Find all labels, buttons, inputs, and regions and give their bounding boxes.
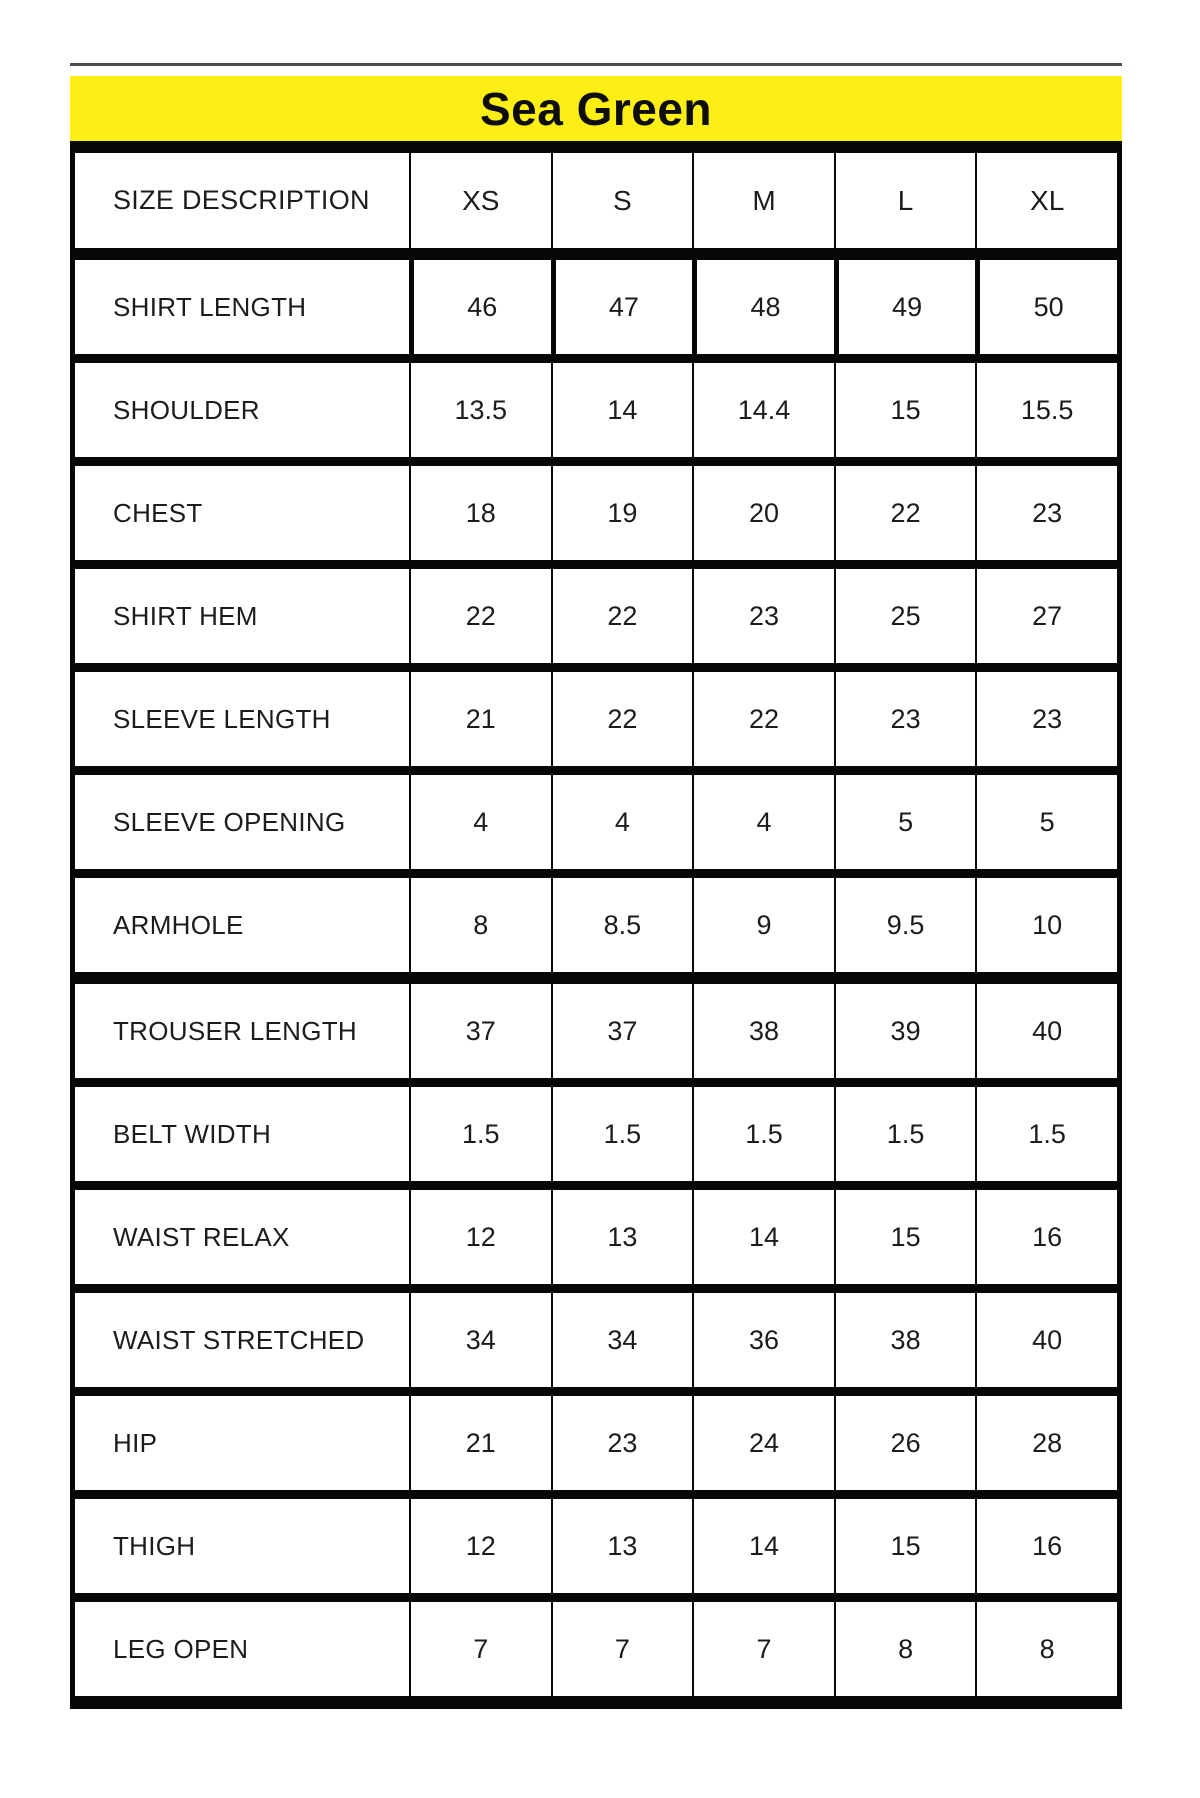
size-value-cell: 40	[975, 984, 1117, 1078]
measurement-label: SHOULDER	[113, 394, 260, 425]
size-value-cell: 13	[551, 1190, 693, 1284]
row-divider	[75, 1490, 1117, 1499]
measurement-label: SLEEVE OPENING	[113, 806, 346, 837]
table-row-shirt-hem	[75, 569, 1117, 663]
column-header-m: M	[692, 153, 834, 248]
row-divider	[75, 457, 1117, 466]
size-value-cell: 18	[409, 466, 551, 560]
table-row-armhole	[75, 878, 1117, 972]
size-value-cell: 16	[975, 1499, 1117, 1593]
size-value-cell: 5	[975, 775, 1117, 869]
size-value-cell: 15	[834, 1499, 976, 1593]
size-value-cell: 34	[551, 1293, 693, 1387]
size-value-cell: 34	[409, 1293, 551, 1387]
size-value-cell: 26	[834, 1396, 976, 1490]
size-value-cell: 7	[551, 1602, 693, 1696]
size-value-cell: 22	[409, 569, 551, 663]
page-title: Sea Green	[479, 82, 713, 135]
measurement-label: BELT WIDTH	[113, 1118, 272, 1149]
size-value-cell: 40	[975, 1293, 1117, 1387]
size-chart	[70, 63, 1122, 1709]
size-value-cell: 23	[551, 1396, 693, 1490]
row-divider	[75, 560, 1117, 569]
size-value-cell: 14	[551, 363, 693, 457]
measurement-label: WAIST RELAX	[113, 1221, 290, 1252]
size-value-cell: 12	[409, 1499, 551, 1593]
size-value-cell: 4	[409, 775, 551, 869]
row-divider	[75, 1078, 1117, 1087]
row-divider	[75, 869, 1117, 878]
size-value-cell: 36	[692, 1293, 834, 1387]
table-header-row	[75, 153, 1117, 248]
table-row-trouser-length	[75, 984, 1117, 1078]
size-value-cell: 5	[834, 775, 976, 869]
size-value-cell: 22	[834, 466, 976, 560]
size-value-cell: 23	[692, 569, 834, 663]
row-divider	[75, 1284, 1117, 1293]
size-value-cell: 14	[692, 1190, 834, 1284]
size-value-cell: 8	[834, 1602, 976, 1696]
measurement-label: SLEEVE LENGTH	[113, 703, 331, 734]
section-divider	[75, 972, 1117, 984]
size-value-cell: 8	[409, 878, 551, 972]
size-value-cell: 23	[975, 466, 1117, 560]
column-header-xs: XS	[409, 153, 551, 248]
size-value-cell: 15	[834, 363, 976, 457]
size-value-cell: 25	[834, 569, 976, 663]
size-value-cell: 1.5	[975, 1087, 1117, 1181]
size-value-cell: 15.5	[975, 363, 1117, 457]
measurement-label: WAIST STRETCHED	[113, 1324, 365, 1355]
measurement-label: SHIRT LENGTH	[113, 291, 307, 322]
size-value-cell: 1.5	[834, 1087, 976, 1181]
size-value-cell: 49	[834, 260, 976, 354]
size-value-cell: 24	[692, 1396, 834, 1490]
size-value-cell: 4	[692, 775, 834, 869]
table-row-shirt-length	[75, 260, 1117, 354]
table-grid	[70, 153, 1122, 1696]
row-divider	[75, 1593, 1117, 1602]
table-bottom-border	[70, 1696, 1122, 1709]
table-row-sleeve-opening	[75, 775, 1117, 869]
size-value-cell: 16	[975, 1190, 1117, 1284]
size-value-cell: 4	[551, 775, 693, 869]
size-value-cell: 39	[834, 984, 976, 1078]
size-value-cell: 7	[692, 1602, 834, 1696]
table-row-waist-relax	[75, 1190, 1117, 1284]
table-row-shoulder	[75, 363, 1117, 457]
size-value-cell: 37	[551, 984, 693, 1078]
size-value-cell: 12	[409, 1190, 551, 1284]
size-value-cell: 1.5	[692, 1087, 834, 1181]
size-value-cell: 7	[409, 1602, 551, 1696]
measurement-label: THIGH	[113, 1530, 196, 1561]
size-value-cell: 48	[692, 260, 834, 354]
size-value-cell: 13.5	[409, 363, 551, 457]
measurement-label: HIP	[113, 1427, 158, 1458]
section-divider	[75, 248, 1117, 260]
table-row-thigh	[75, 1499, 1117, 1593]
row-divider	[75, 663, 1117, 672]
size-value-cell: 27	[975, 569, 1117, 663]
table-row-hip	[75, 1396, 1117, 1490]
size-value-cell: 22	[692, 672, 834, 766]
size-value-cell: 37	[409, 984, 551, 1078]
size-value-cell: 13	[551, 1499, 693, 1593]
size-value-cell: 50	[975, 260, 1117, 354]
measurement-label: ARMHOLE	[113, 909, 244, 940]
banner-divider	[70, 141, 1122, 153]
size-value-cell: 38	[692, 984, 834, 1078]
column-header-xl: XL	[975, 153, 1117, 248]
size-value-cell: 20	[692, 466, 834, 560]
size-value-cell: 8	[975, 1602, 1117, 1696]
size-value-cell: 9	[692, 878, 834, 972]
column-header-s: S	[551, 153, 693, 248]
size-value-cell: 21	[409, 672, 551, 766]
color-title-banner	[70, 76, 1122, 141]
measurement-label: CHEST	[113, 497, 203, 528]
size-value-cell: 1.5	[551, 1087, 693, 1181]
measurement-label: TROUSER LENGTH	[113, 1015, 358, 1046]
size-value-cell: 9.5	[834, 878, 976, 972]
size-value-cell: 19	[551, 466, 693, 560]
size-value-cell: 46	[409, 260, 551, 354]
size-value-cell: 15	[834, 1190, 976, 1284]
table-row-waist-stretched	[75, 1293, 1117, 1387]
column-header-l: L	[834, 153, 976, 248]
size-value-cell: 22	[551, 672, 693, 766]
size-value-cell: 38	[834, 1293, 976, 1387]
measurement-label: SHIRT HEM	[113, 600, 258, 631]
size-value-cell: 1.5	[409, 1087, 551, 1181]
size-value-cell: 47	[551, 260, 693, 354]
size-value-cell: 28	[975, 1396, 1117, 1490]
row-divider	[75, 354, 1117, 363]
size-value-cell: 14.4	[692, 363, 834, 457]
size-value-cell: 14	[692, 1499, 834, 1593]
table-row-belt-width	[75, 1087, 1117, 1181]
size-value-cell: 21	[409, 1396, 551, 1490]
measurement-label: LEG OPEN	[113, 1633, 249, 1664]
row-divider	[75, 766, 1117, 775]
size-value-cell: 8.5	[551, 878, 693, 972]
row-divider	[75, 1181, 1117, 1190]
row-divider	[75, 1387, 1117, 1396]
column-header-size-description: SIZE DESCRIPTION	[113, 185, 370, 215]
table-row-sleeve-length	[75, 672, 1117, 766]
table-row-chest	[75, 466, 1117, 560]
size-value-cell: 10	[975, 878, 1117, 972]
size-value-cell: 23	[834, 672, 976, 766]
table-row-leg-open	[75, 1602, 1117, 1696]
size-value-cell: 23	[975, 672, 1117, 766]
size-value-cell: 22	[551, 569, 693, 663]
